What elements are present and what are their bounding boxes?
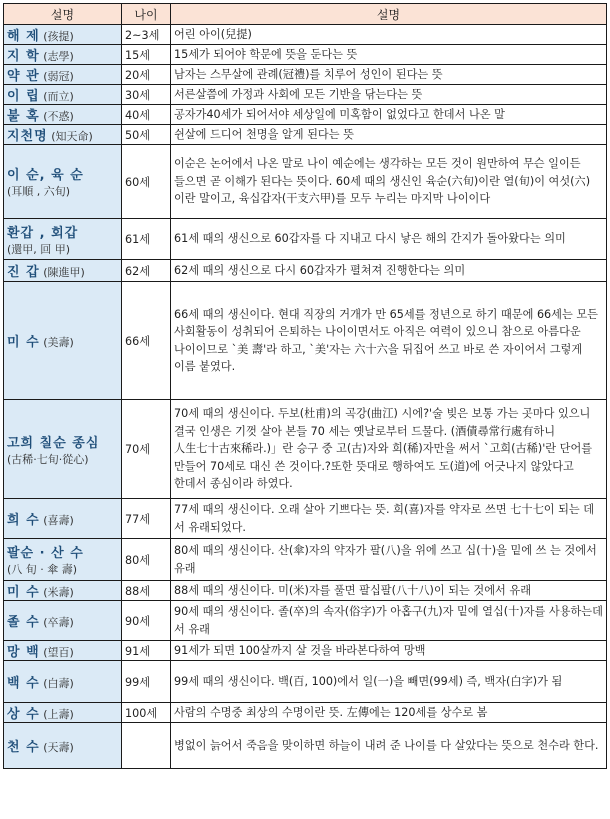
term-cell <box>4 539 122 581</box>
term-name: 희 수 <box>7 513 40 528</box>
table-row <box>4 703 607 723</box>
table-row <box>4 65 607 85</box>
age-cell: 15세 <box>122 45 171 65</box>
term-hanja: (而立) <box>43 90 74 103</box>
term-name: 상 수 <box>7 707 40 722</box>
desc-cell: 사람의 수명중 최상의 수명이란 뜻. 左傳에는 120세를 상수로 봄 <box>171 703 607 723</box>
term-hanja: (孩提) <box>43 30 74 43</box>
term-cell <box>4 282 122 400</box>
term-name: 해 제 <box>7 29 40 44</box>
desc-cell: 99세 때의 생신이다. 백(百, 100)에서 일(一)을 빼면(99세) 즉, 백자(白字)가 됨 <box>171 661 607 703</box>
term-cell <box>4 661 122 703</box>
desc-cell: 80세 때의 생신이다. 산(傘)자의 약자가 팔(八)을 위에 쓰고 십(十)을 밑에 쓰 는 것에서 유래 <box>171 539 607 581</box>
desc-cell: 어린 아이(兒提) <box>171 25 607 45</box>
table-row <box>4 539 607 581</box>
age-cell: 80세 <box>122 539 171 581</box>
table-row <box>4 145 607 219</box>
term-hanja: (志學) <box>43 50 74 63</box>
age-cell: 2~3세 <box>122 25 171 45</box>
term-cell <box>4 260 122 282</box>
term-cell <box>4 65 122 85</box>
term-cell <box>4 723 122 769</box>
term-cell <box>4 219 122 260</box>
term-name: 지 학 <box>7 49 40 64</box>
term-name: 환갑 , 회갑 <box>7 225 79 241</box>
term-hanja: (喜壽) <box>43 514 74 527</box>
term-name: 미 수 <box>7 585 40 600</box>
desc-cell: 77세 때의 생신이다. 오래 살아 기쁘다는 뜻. 희(喜)자를 약자로 쓰면 七十七이 되는 데 서 유래되었다. <box>171 499 607 539</box>
table-row <box>4 499 607 539</box>
term-cell <box>4 601 122 641</box>
term-name: 이 립 <box>7 89 40 104</box>
table-row <box>4 282 607 400</box>
term-hanja: (不惑) <box>43 110 74 123</box>
term-hanja: (卒壽) <box>43 616 74 629</box>
table-row <box>4 601 607 641</box>
table-row <box>4 723 607 769</box>
desc-cell: 이순은 논어에서 나온 말로 나이 예순에는 생각하는 모든 것이 원만하여 무슨 일이든 들으면 곧 이해가 된다는 뜻이다. 60세 때의 생신인 육순(六旬)이란 열(旬)이 여섯(六)이란 말이고, 육십갑자(干支六甲)를 모두 누리는 마지막 나이이다 <box>171 145 607 219</box>
term-name: 지천명 <box>7 129 48 144</box>
table-row <box>4 25 607 45</box>
desc-cell: 91세가 되면 100살까지 살 것을 바라본다하여 망백 <box>171 641 607 661</box>
table-row <box>4 581 607 601</box>
header-row <box>4 4 607 25</box>
age-cell: 20세 <box>122 65 171 85</box>
age-cell: 91세 <box>122 641 171 661</box>
term-cell <box>4 25 122 45</box>
age-cell: 77세 <box>122 499 171 539</box>
table-row <box>4 125 607 145</box>
table-row <box>4 400 607 499</box>
age-cell: 88세 <box>122 581 171 601</box>
desc-cell: 15세가 되어야 학문에 뜻을 둔다는 뜻 <box>171 45 607 65</box>
term-name: 졸 수 <box>7 615 40 630</box>
term-hanja: (米壽) <box>43 586 74 599</box>
term-name: 망 백 <box>7 645 40 660</box>
table-row <box>4 260 607 282</box>
term-hanja: (還甲, 回 甲) <box>7 242 71 256</box>
desc-cell: 70세 때의 생신이다. 두보(杜甫)의 곡강(曲江) 시에?'술 빚은 보통 가는 곳마다 있으니 결국 인생은 기껏 살아 본들 70 세는 옛날로부터 드물다. (酒債尋常行處有하니 人生七十古來稀라.)」란 승구 중 고(古)자와 희(稀)자만을 써서 `고희(古稀)'란 단어를 만들어 70세로 대신 쓴 것이다.?또한 뜻대로 행하여도 도(道)에 어긋나지 않았다고 한데서 종심이라 하였다. <box>171 400 607 499</box>
term-name: 미 수 <box>7 335 40 350</box>
header-term: 설명 <box>4 4 122 25</box>
term-hanja: (耳順 , 六旬) <box>7 185 71 198</box>
term-name: 백 수 <box>7 676 40 691</box>
term-hanja: (望百) <box>43 646 74 659</box>
desc-cell: 남자는 스무살에 관례(冠禮)를 치루어 성인이 된다는 뜻 <box>171 65 607 85</box>
age-cell: 50세 <box>122 125 171 145</box>
term-hanja: (美壽) <box>43 336 74 349</box>
age-cell: 60세 <box>122 145 171 219</box>
term-cell <box>4 85 122 105</box>
term-cell <box>4 499 122 539</box>
age-cell: 30세 <box>122 85 171 105</box>
age-cell: 90세 <box>122 601 171 641</box>
term-hanja: (弱冠) <box>43 70 74 83</box>
term-hanja: (天壽) <box>43 741 74 754</box>
age-cell: 70세 <box>122 400 171 499</box>
header-desc: 설명 <box>171 4 607 25</box>
age-cell <box>122 723 171 769</box>
table-row <box>4 105 607 125</box>
term-cell <box>4 641 122 661</box>
term-hanja: (古稀·七旬·從心) <box>7 452 89 466</box>
desc-cell: 서른살쯤에 가정과 사회에 모든 기반을 닦는다는 뜻 <box>171 85 607 105</box>
term-name: 불 혹 <box>7 109 40 124</box>
term-hanja: (陳進甲) <box>43 266 85 279</box>
desc-cell: 쉰살에 드디어 천명을 알게 된다는 뜻 <box>171 125 607 145</box>
desc-cell: 66세 때의 생신이다. 현대 직장의 거개가 만 65세를 정년으로 하기 때문에 66세는 모든 사회활동이 성취되어 은퇴하는 나이이면서도 아직은 여력이 있으니 참으로 아름다운 나이이므로 `美 壽'라 하고, `美'자는 六十六을 뒤집어 쓰고 바로 쓴 자이어서 그렇게 이름 붙였다. <box>171 282 607 400</box>
term-name: 천 수 <box>7 740 40 755</box>
term-hanja: (上壽) <box>43 708 74 721</box>
header-age: 나이 <box>122 4 171 25</box>
age-cell: 40세 <box>122 105 171 125</box>
table-row <box>4 641 607 661</box>
age-cell: 66세 <box>122 282 171 400</box>
term-hanja: (八 旬 · 傘 壽) <box>7 563 78 576</box>
desc-cell: 62세 때의 생신으로 다시 60갑자가 펼쳐져 진행한다는 의미 <box>171 260 607 282</box>
desc-cell: 공자가40세가 되어서야 세상일에 미혹함이 없었다고 한데서 나온 말 <box>171 105 607 125</box>
term-cell <box>4 45 122 65</box>
term-cell <box>4 400 122 499</box>
desc-cell: 88세 때의 생신이다. 미(米)자를 풀면 팔십팔(八十八)이 되는 것에서 유래 <box>171 581 607 601</box>
term-cell <box>4 105 122 125</box>
age-cell: 99세 <box>122 661 171 703</box>
table-row <box>4 219 607 260</box>
table-row <box>4 661 607 703</box>
term-name: 진 갑 <box>7 265 40 280</box>
term-name: 팔순 · 산 수 <box>7 546 84 561</box>
term-hanja: (白壽) <box>43 677 74 690</box>
term-cell <box>4 581 122 601</box>
age-cell: 100세 <box>122 703 171 723</box>
term-cell <box>4 125 122 145</box>
term-cell <box>4 145 122 219</box>
age-terms-table <box>3 3 607 769</box>
term-name: 약 관 <box>7 69 40 84</box>
desc-cell: 61세 때의 생신으로 60갑자를 다 지내고 다시 낳은 해의 간지가 돌아왔다는 의미 <box>171 219 607 260</box>
term-cell <box>4 703 122 723</box>
age-cell: 62세 <box>122 260 171 282</box>
term-name: 이 순, 육 순 <box>7 168 84 183</box>
table-row <box>4 45 607 65</box>
table-row <box>4 85 607 105</box>
desc-cell: 병없이 늙어서 죽음을 맞이하면 하늘이 내려 준 나이를 다 살았다는 뜻으로 천수라 한다. <box>171 723 607 769</box>
term-hanja: (知天命) <box>51 130 93 143</box>
age-cell: 61세 <box>122 219 171 260</box>
term-name: 고희 칠순 종심 <box>7 435 100 451</box>
desc-cell: 90세 때의 생신이다. 졸(卒)의 속자(俗字)가 아홉구(九)자 밑에 열십(十)자를 사용하는데 서 유래 <box>171 601 607 641</box>
